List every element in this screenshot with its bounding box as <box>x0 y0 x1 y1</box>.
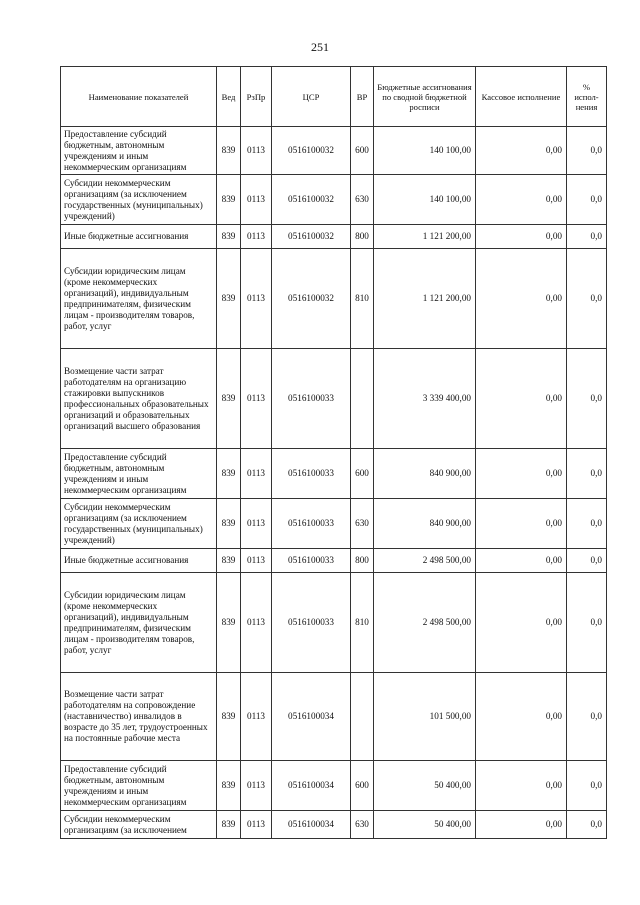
row-rzpr-cell: 0113 <box>241 499 272 549</box>
row-rzpr-cell: 0113 <box>241 811 272 839</box>
row-name-cell: Субсидии некоммерческим организациям (за исключением государственных (муниципальных) учреждений) <box>61 175 217 225</box>
header-vr: ВР <box>351 67 374 127</box>
row-csr-cell: 0516100032 <box>272 175 351 225</box>
row-csr-cell: 0516100034 <box>272 673 351 761</box>
row-budget-cell: 101 500,00 <box>374 673 476 761</box>
row-ved-cell: 839 <box>217 811 241 839</box>
row-vr-cell: 630 <box>351 499 374 549</box>
row-ved-cell: 839 <box>217 573 241 673</box>
row-budget-cell: 50 400,00 <box>374 761 476 811</box>
row-percent-cell: 0,0 <box>567 349 607 449</box>
row-name-cell: Предоставление субсидий бюджетным, автономным учреждениям и иным некоммерческим организациям <box>61 449 217 499</box>
row-cash-cell: 0,00 <box>476 249 567 349</box>
table-row <box>61 349 607 449</box>
row-vr-cell: 800 <box>351 549 374 573</box>
row-name-cell: Возмещение части затрат работодателям на сопровождение (наставничество) инвалидов в возрасте до 35 лет, трудоустроенных на постоянные рабочие места <box>61 673 217 761</box>
table-row <box>61 127 607 175</box>
row-budget-cell: 50 400,00 <box>374 811 476 839</box>
row-cash-cell: 0,00 <box>476 761 567 811</box>
row-vr-cell <box>351 673 374 761</box>
row-rzpr-cell: 0113 <box>241 249 272 349</box>
row-vr-cell: 630 <box>351 175 374 225</box>
row-budget-cell: 3 339 400,00 <box>374 349 476 449</box>
row-vr-cell: 630 <box>351 811 374 839</box>
row-name-cell: Предоставление субсидий бюджетным, автономным учреждениям и иным некоммерческим организациям <box>61 127 217 175</box>
row-ved-cell: 839 <box>217 349 241 449</box>
row-rzpr-cell: 0113 <box>241 225 272 249</box>
row-csr-cell: 0516100034 <box>272 811 351 839</box>
row-csr-cell: 0516100034 <box>272 761 351 811</box>
row-name-cell: Субсидии юридическим лицам (кроме некоммерческих организаций), индивидуальным предпринимателям, физическим лицам - производителям товаров, работ, услуг <box>61 573 217 673</box>
table-row <box>61 573 607 673</box>
row-percent-cell: 0,0 <box>567 225 607 249</box>
row-percent-cell: 0,0 <box>567 761 607 811</box>
row-budget-cell: 140 100,00 <box>374 175 476 225</box>
row-rzpr-cell: 0113 <box>241 761 272 811</box>
row-ved-cell: 839 <box>217 673 241 761</box>
row-name-cell: Субсидии некоммерческим организациям (за исключением государственных (муниципальных) учреждений) <box>61 499 217 549</box>
budget-execution-table <box>60 66 607 839</box>
row-rzpr-cell: 0113 <box>241 349 272 449</box>
row-ved-cell: 839 <box>217 225 241 249</box>
row-vr-cell: 800 <box>351 225 374 249</box>
row-vr-cell: 600 <box>351 761 374 811</box>
row-ved-cell: 839 <box>217 499 241 549</box>
row-cash-cell: 0,00 <box>476 225 567 249</box>
row-budget-cell: 840 900,00 <box>374 499 476 549</box>
row-vr-cell: 600 <box>351 449 374 499</box>
row-budget-cell: 840 900,00 <box>374 449 476 499</box>
table-row <box>61 175 607 225</box>
row-percent-cell: 0,0 <box>567 127 607 175</box>
row-vr-cell: 600 <box>351 127 374 175</box>
row-budget-cell: 2 498 500,00 <box>374 573 476 673</box>
row-percent-cell: 0,0 <box>567 175 607 225</box>
row-percent-cell: 0,0 <box>567 573 607 673</box>
table-row <box>61 811 607 839</box>
row-budget-cell: 2 498 500,00 <box>374 549 476 573</box>
row-ved-cell: 839 <box>217 127 241 175</box>
row-budget-cell: 1 121 200,00 <box>374 225 476 249</box>
row-ved-cell: 839 <box>217 249 241 349</box>
row-cash-cell: 0,00 <box>476 449 567 499</box>
row-rzpr-cell: 0113 <box>241 673 272 761</box>
row-name-cell: Субсидии юридическим лицам (кроме некоммерческих организаций), индивидуальным предпринимателям, физическим лицам - производителям товаров, работ, услуг <box>61 249 217 349</box>
row-percent-cell: 0,0 <box>567 549 607 573</box>
row-percent-cell: 0,0 <box>567 449 607 499</box>
row-budget-cell: 1 121 200,00 <box>374 249 476 349</box>
table-row <box>61 249 607 349</box>
row-name-cell: Возмещение части затрат работодателям на организацию стажировки выпускников профессиональных образовательных организаций и образовательных организаций высшего образования <box>61 349 217 449</box>
row-cash-cell: 0,00 <box>476 811 567 839</box>
row-name-cell: Субсидии некоммерческим организациям (за исключением <box>61 811 217 839</box>
row-vr-cell: 810 <box>351 249 374 349</box>
row-csr-cell: 0516100032 <box>272 249 351 349</box>
row-csr-cell: 0516100033 <box>272 499 351 549</box>
table-row <box>61 761 607 811</box>
row-budget-cell: 140 100,00 <box>374 127 476 175</box>
row-csr-cell: 0516100032 <box>272 225 351 249</box>
table-row <box>61 549 607 573</box>
header-ved: Вед <box>217 67 241 127</box>
row-percent-cell: 0,0 <box>567 249 607 349</box>
row-vr-cell: 810 <box>351 573 374 673</box>
table-row <box>61 673 607 761</box>
row-csr-cell: 0516100033 <box>272 449 351 499</box>
row-cash-cell: 0,00 <box>476 573 567 673</box>
row-cash-cell: 0,00 <box>476 673 567 761</box>
row-cash-cell: 0,00 <box>476 127 567 175</box>
page-number: 251 <box>311 40 329 54</box>
row-vr-cell <box>351 349 374 449</box>
row-csr-cell: 0516100033 <box>272 549 351 573</box>
table-row <box>61 499 607 549</box>
header-csr: ЦСР <box>272 67 351 127</box>
row-cash-cell: 0,00 <box>476 549 567 573</box>
row-percent-cell: 0,0 <box>567 673 607 761</box>
table-row <box>61 225 607 249</box>
row-name-cell: Предоставление субсидий бюджетным, автономным учреждениям и иным некоммерческим организациям <box>61 761 217 811</box>
table-row <box>61 449 607 499</box>
row-rzpr-cell: 0113 <box>241 175 272 225</box>
row-ved-cell: 839 <box>217 549 241 573</box>
row-rzpr-cell: 0113 <box>241 449 272 499</box>
row-cash-cell: 0,00 <box>476 349 567 449</box>
row-rzpr-cell: 0113 <box>241 549 272 573</box>
row-cash-cell: 0,00 <box>476 499 567 549</box>
table-header-row <box>61 67 607 127</box>
row-cash-cell: 0,00 <box>476 175 567 225</box>
row-csr-cell: 0516100032 <box>272 127 351 175</box>
header-name: Наименование показателей <box>61 67 217 127</box>
row-rzpr-cell: 0113 <box>241 573 272 673</box>
row-ved-cell: 839 <box>217 761 241 811</box>
row-rzpr-cell: 0113 <box>241 127 272 175</box>
header-budget: Бюджетные ассигнования по сводной бюджетной росписи <box>374 67 476 127</box>
table-body <box>61 127 607 839</box>
row-ved-cell: 839 <box>217 449 241 499</box>
row-csr-cell: 0516100033 <box>272 349 351 449</box>
row-csr-cell: 0516100033 <box>272 573 351 673</box>
row-name-cell: Иные бюджетные ассигнования <box>61 225 217 249</box>
row-ved-cell: 839 <box>217 175 241 225</box>
header-rzpr: РзПр <box>241 67 272 127</box>
row-percent-cell: 0,0 <box>567 499 607 549</box>
header-cash: Кассовое исполнение <box>476 67 567 127</box>
row-percent-cell: 0,0 <box>567 811 607 839</box>
row-name-cell: Иные бюджетные ассигнования <box>61 549 217 573</box>
header-percent: % испол-нения <box>567 67 607 127</box>
